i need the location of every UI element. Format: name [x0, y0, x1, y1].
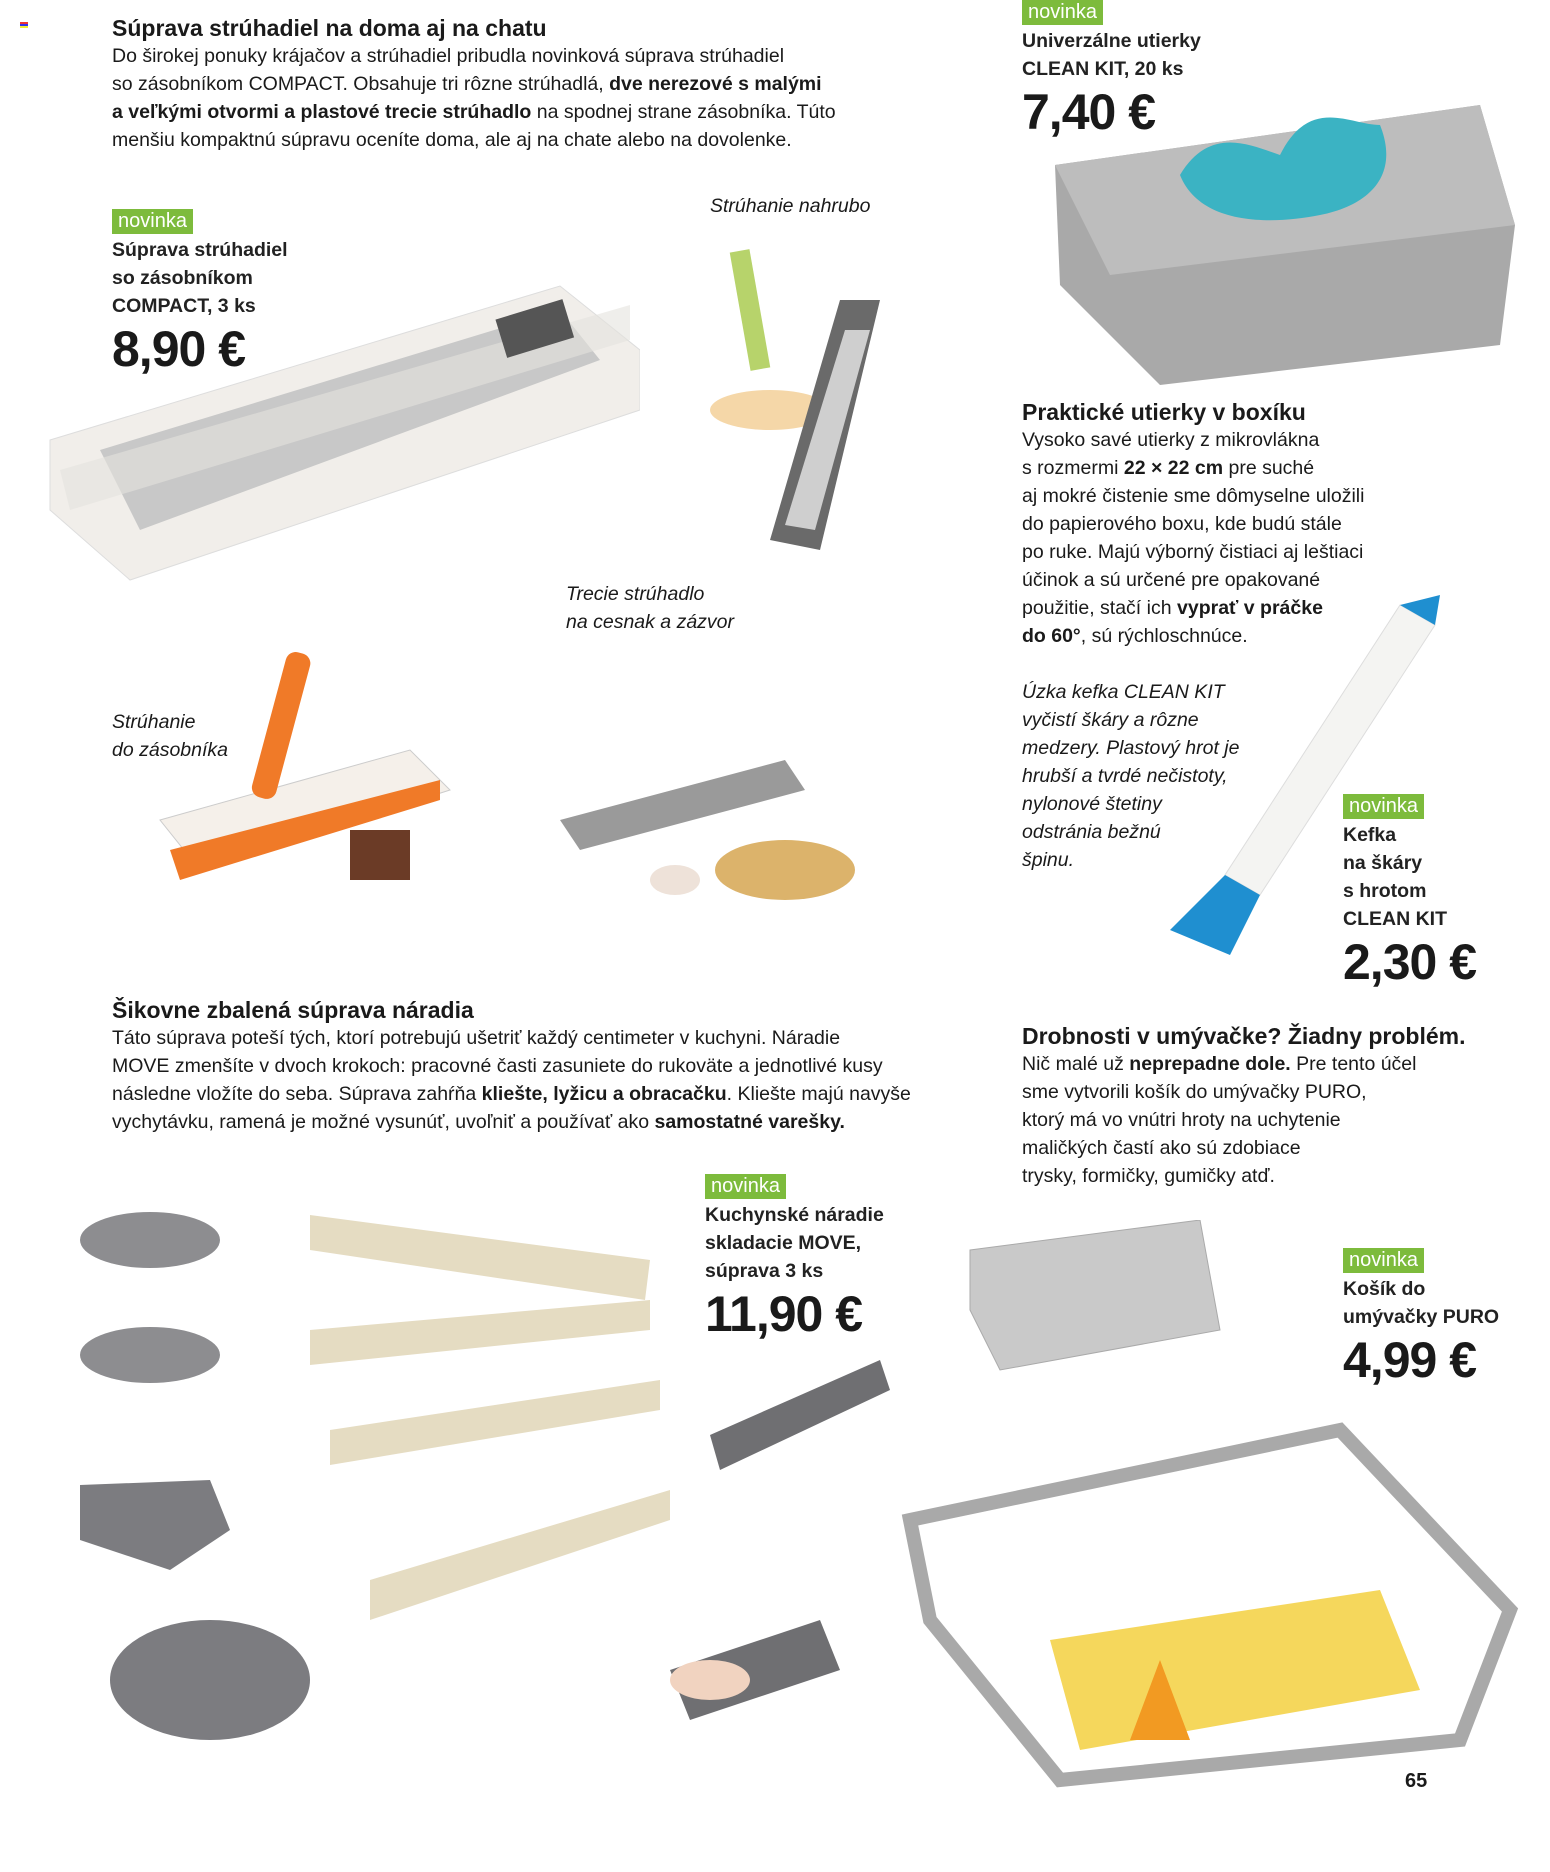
new-badge: novinka — [112, 209, 193, 234]
product-name-line: umývačky PURO — [1343, 1306, 1500, 1328]
product-name-line: súprava 3 ks — [705, 1260, 824, 1282]
price: 4,99 € — [1343, 1332, 1477, 1388]
section-utensils — [112, 996, 992, 1136]
section-body: Táto súprava poteší tých, ktorí potrebujú ušetriť každý centimeter v kuchyni. Náradie MOVE zmenšíte v dvoch krokoch: pracovné časti zasuniete do rukoväte a jednotlivé kusy následne vložíte do seba. Súprava zahŕňa kliešte, lyžicu a obracačku. Kliešte majú navyše vychytávku, ramená je možné vysunúť, uvoľniť a používať ako samostatné varešky. — [112, 1027, 911, 1133]
section-heading: Praktické utierky v boxíku — [1022, 399, 1306, 425]
product-brush — [1343, 794, 1476, 991]
new-badge: novinka — [705, 1174, 786, 1199]
product-grater-set — [112, 209, 288, 378]
section-body: Do širokej ponuky krájačov a strúhadiel pribudla novinková súprava strúhadiel so zásobníkom COMPACT. Obsahuje tri rôzne strúhadlá, dve nerezové s malými a veľkými otvormi a plastové trecie strúhadlo na spodnej strane zásobníka. Túto menšiu kompaktnú súpravu oceníte doma, ale aj na chate alebo na dovolenke. — [112, 45, 836, 151]
product-name-line: Kuchynské náradie — [705, 1204, 884, 1226]
product-cloths — [1022, 0, 1201, 141]
folded-utensils-image — [650, 1340, 910, 1800]
ginger-grating-image — [555, 640, 915, 920]
caption-coarse: Strúhanie nahrubo — [710, 195, 871, 217]
product-name-line: s hrotom — [1343, 880, 1427, 902]
section-body: Nič malé už neprepadne dole. Pre tento účel sme vytvorili košík do umývačky PURO, ktorý má vo vnútri hroty na uchytenie maličkých častí ako sú zdobiace trysky, formičky, gumičky atď. — [1022, 1053, 1417, 1187]
price: 8,90 € — [112, 321, 246, 377]
section-heading: Šikovne zbalená súprava náradia — [112, 997, 474, 1023]
new-badge: novinka — [1343, 794, 1424, 819]
product-name-line: skladacie MOVE, — [705, 1232, 862, 1254]
product-name-line: Kefka — [1343, 824, 1397, 846]
product-move — [705, 1174, 884, 1343]
product-basket — [1343, 1248, 1499, 1389]
product-name-line: Univerzálne utierky — [1022, 30, 1201, 52]
brush-note: Úzka kefka CLEAN KIT vyčistí škáry a rôzne medzery. Plastový hrot je hrubší a tvrdé nečistoty, nylonové štetiny odstránia bežnú špinu. — [1022, 681, 1240, 871]
utensils-image — [70, 1200, 690, 1760]
section-body: Vysoko savé utierky z mikrovlákna s rozmermi 22 × 22 cm pre suché aj mokré čistenie sme dômyselne uložili do papierového boxu, kde budú stále po ruke. Majú výborný čistiaci aj leštiaci účinok a sú určené pre opakované použitie, stačí ich vyprať v práčke do 60°, sú rýchloschnúce. — [1022, 429, 1365, 647]
section-graters — [112, 14, 952, 154]
price: 2,30 € — [1343, 934, 1477, 990]
price: 7,40 € — [1022, 84, 1156, 140]
caption-container: Strúhanie do zásobníka — [112, 711, 229, 761]
product-name-line: Súprava strúhadiel — [112, 239, 288, 261]
caption-garlic: Trecie strúhadlo na cesnak a zázvor — [566, 583, 735, 633]
product-name-line: COMPACT, 3 ks — [112, 295, 256, 317]
product-name-line: Košík do — [1343, 1278, 1426, 1300]
price: 11,90 € — [705, 1286, 863, 1342]
section-heading: Súprava strúhadiel na doma aj na chatu — [112, 15, 547, 41]
coarse-grating-image — [620, 230, 950, 560]
product-name-line: CLEAN KIT, 20 ks — [1022, 58, 1184, 80]
print-mark-icon — [20, 22, 28, 28]
product-name-line: CLEAN KIT — [1343, 908, 1447, 930]
container-grating-image — [150, 620, 510, 920]
new-badge: novinka — [1343, 1248, 1424, 1273]
page-number: 65 — [1405, 1770, 1428, 1792]
section-heading: Drobnosti v umývačke? Žiadny problém. — [1022, 1023, 1466, 1049]
product-name-line: so zásobníkom — [112, 267, 253, 289]
section-basket — [1022, 1022, 1466, 1190]
product-name-line: na škáry — [1343, 852, 1423, 874]
new-badge: novinka — [1022, 0, 1103, 25]
